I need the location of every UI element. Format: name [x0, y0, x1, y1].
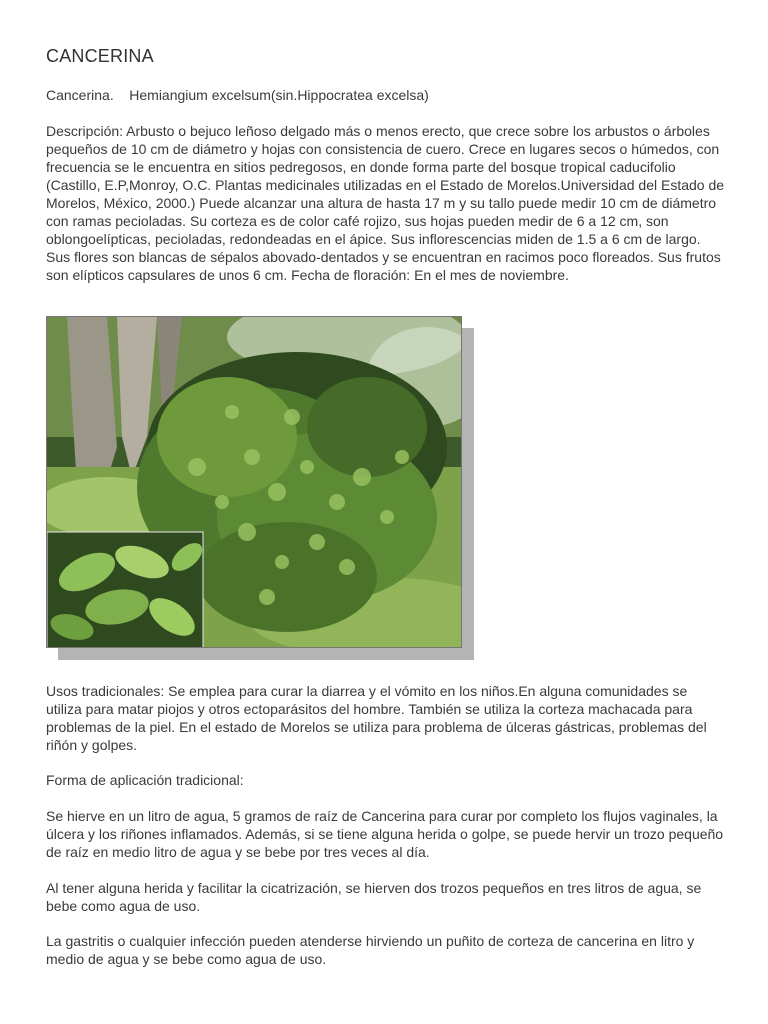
page-title: CANCERINA	[46, 46, 154, 66]
usos-tradicionales-paragraph: Usos tradicionales: Se emplea para curar la diarrea y el vómito en los niños.En alguna comunidades se utiliza para matar piojos y otros ectoparásitos del hombre. También se utiliza la corteza machacada para problemas de la piel. En el estado de Morelos se utiliza para problema de úlceras gástricas, problemas del riñón y golpes.	[46, 683, 707, 753]
forma-aplicacion-paragraph-3: La gastritis o cualquier infección pueden atenderse hirviendo un puñito de corteza de cancerina en litro y medio de agua y se bebe como agua de uso.	[46, 933, 695, 967]
plant-photo-icon	[46, 316, 462, 648]
forma-aplicacion-paragraph-1: Se hierve en un litro de agua, 5 gramos de raíz de Cancerina para curar por completo los flujos vaginales, la úlcera y los riñones inflamados. Además, si se tiene alguna herida o golpe, se puede hervir un trozo pequeño de raíz en medio litro de agua y se bebe por tres veces al día.	[46, 808, 724, 860]
species-name: Cancerina. Hemiangium excelsum(sin.Hippocratea excelsa)	[46, 87, 429, 103]
description-paragraph: Descripción: Arbusto o bejuco leñoso delgado más o menos erecto, que crece sobre los arbustos o árboles pequeños de 10 cm de diámetro y hojas con consistencia de cuero. Crece en lugares secos o húmedos, con frecuencia se le encuentra en sitios pedregosos, en donde forma parte del bosque tropical caducifolio (Castillo, E.P,Monroy, O.C. Plantas medicinales utilizadas en el Estado de Morelos.Universidad del Estado de Morelos, México, 2000.) Puede alcanzar una altura de hasta 17 m y su tallo puede medir 10 cm de diámetro con ramas pecioladas. Su corteza es de color café rojizo, sus hojas pueden medir de 6 a 12 cm, son oblongoelípticas, pecioladas, redondeadas en el ápice. Sus inflorescencias miden de 1.5 a 6 cm de largo. Sus flores son blancas de sépalos abovado-dentados y se encuentran en racimos poco floreados. Sus frutos son elípticos capsulares de unos 6 cm. Fecha de floración: En el mes de noviembre.	[46, 123, 725, 283]
plant-photo-figure	[46, 316, 476, 660]
forma-aplicacion-heading: Forma de aplicación tradicional:	[46, 772, 244, 788]
forma-aplicacion-paragraph-2: Al tener alguna herida y facilitar la cicatrización, se hierven dos trozos pequeños en tres litros de agua, se bebe como agua de uso.	[46, 880, 702, 914]
